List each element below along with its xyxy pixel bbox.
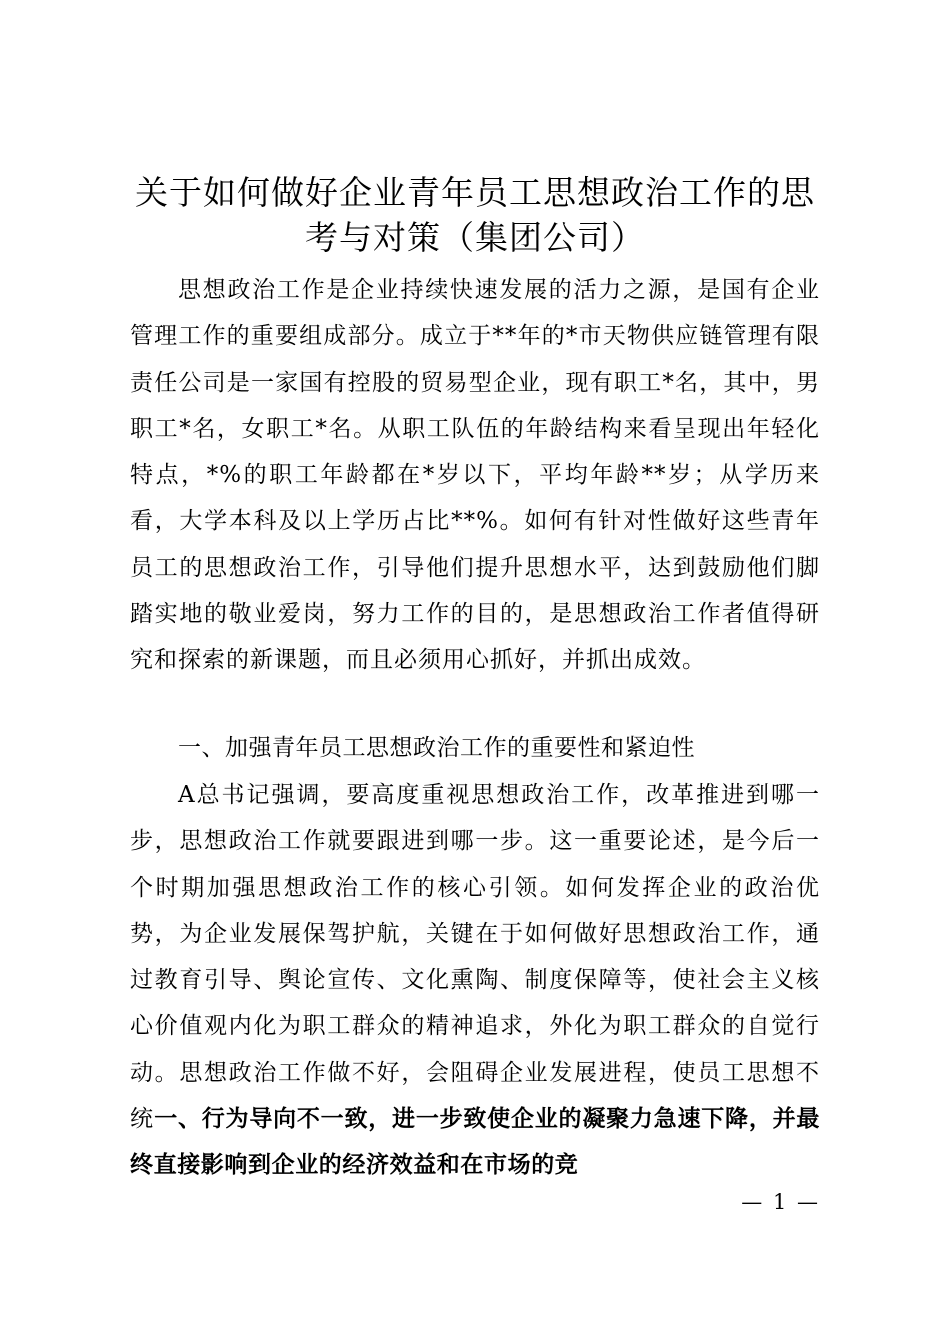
- document-title: [110, 170, 840, 260]
- section-paragraph-text: A总书记强调，要高度重视思想政治工作，改革推进到哪一步，思想政治工作就要跟进到哪一步。这一重要论述，是今后一个时期加强思想政治工作的核心引领。如何发挥企业的政治优势，为企业发展保驾护航，关键在于如何做好思想政治工作，通过教育引导、舆论宣传、文化熏陶、制度保障等，使社会主义核心价值观内化为职工群众的精神追求，外化为职工群众的自觉行动。思想政治工作做不好，会阻碍企业发展进程，使员工思想不统: [130, 782, 820, 1133]
- section-paragraph-bold-text: 一、行为导向不一致，进一步致使企业的凝聚力急速下降，并最终直接影响到企业的经济效益和在市场的竞: [130, 1106, 820, 1179]
- page-number: — 1 —: [741, 1190, 820, 1214]
- section-paragraph: [130, 772, 820, 1189]
- title-line-2: 考与对策（集团公司）: [305, 218, 645, 257]
- title-line-1: 关于如何做好企业青年员工思想政治工作的思: [135, 173, 815, 212]
- section-heading: 一、加强青年员工思想政治工作的重要性和紧迫性: [178, 735, 695, 761]
- intro-paragraph: 思想政治工作是企业持续快速发展的活力之源，是国有企业管理工作的重要组成部分。成立于**年的*市天物供应链管理有限责任公司是一家国有控股的贸易型企业，现有职工*名，其中，男职工*名，女职工*名。从职工队伍的年龄结构来看呈现出年轻化特点，*%的职工年龄都在*岁以下，平均年龄**岁；从学历来看，大学本科及以上学历占比**%。如何有针对性做好这些青年员工的思想政治工作，引导他们提升思想水平，达到鼓励他们脚踏实地的敬业爱岗，努力工作的目的，是思想政治工作者值得研究和探索的新课题，而且必须用心抓好，并抓出成效。: [130, 277, 820, 674]
